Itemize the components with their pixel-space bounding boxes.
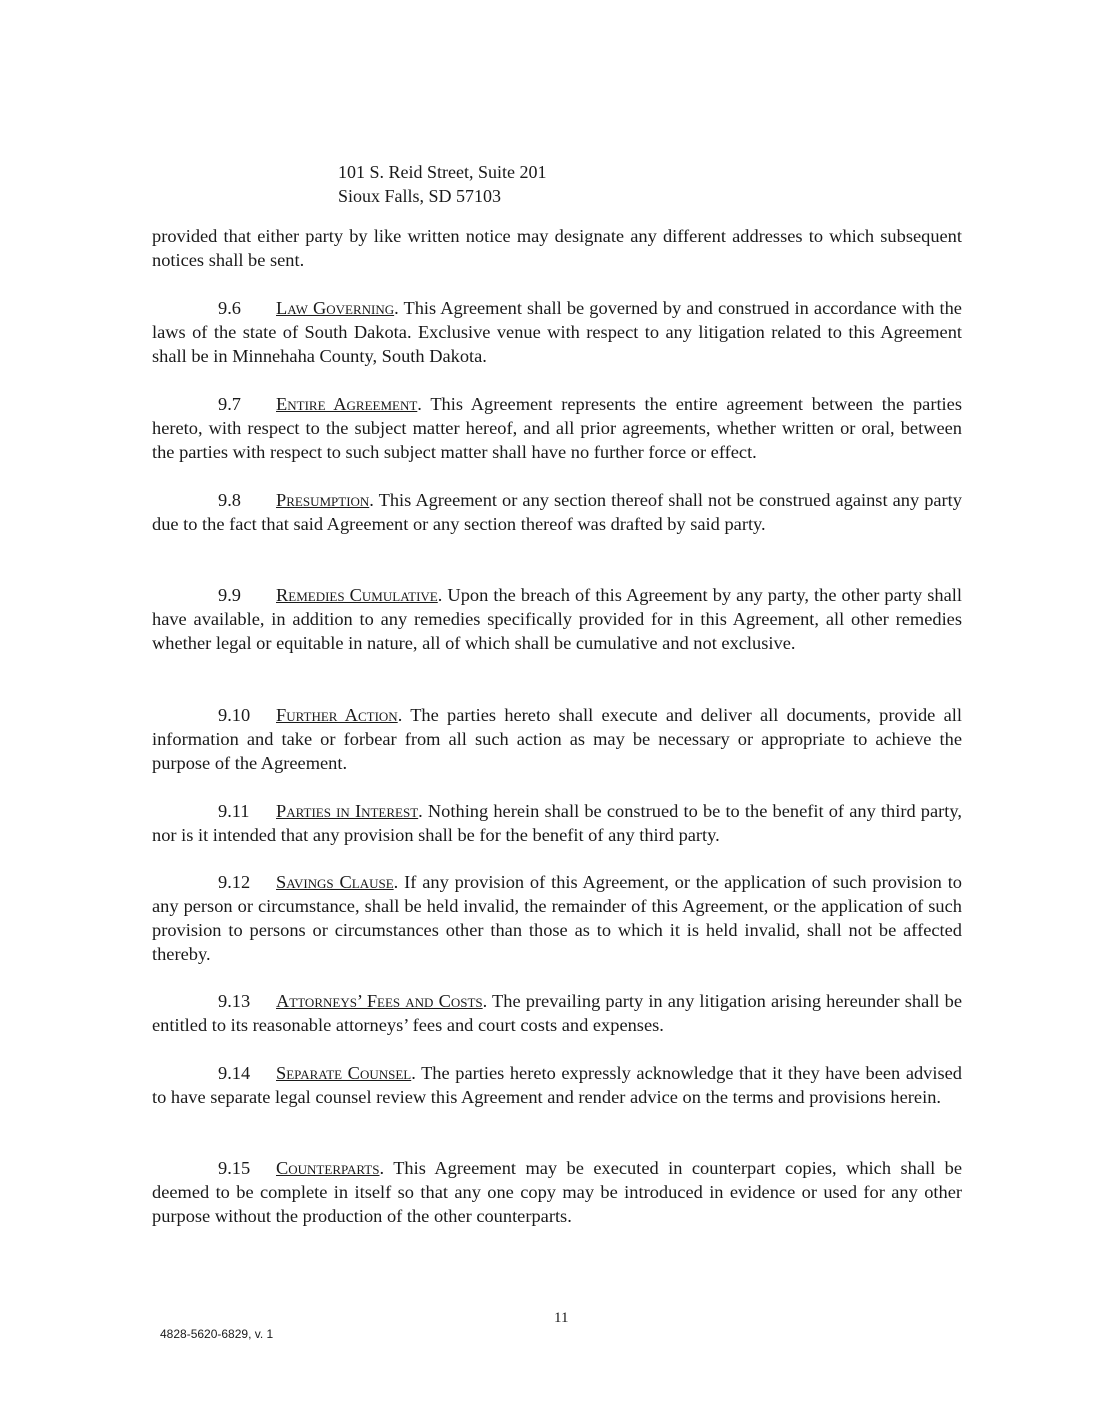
section-9-6: 9.6 Law Governing. This Agreement shall be governed by and construed in accordance with the laws of the state of South Dakota. Exclusive venue with respect to any litigation related to this Agreement shall be in Minnehaha County, South Dakota. [152,298,962,366]
section-number: 9.15 [218,1158,251,1178]
section-heading: Counterparts [276,1158,380,1178]
section-number: 9.10 [218,705,251,725]
section-text: This Agreement represents the entire agreement between the parties hereto, with respect to the subject matter hereof, and all prior agreements, whether written or oral, between the parties with respect to such subject matter shall have no further force or effect. [152,394,962,462]
page-number: 11 [554,1310,569,1326]
section-number: 9.6 [218,298,241,318]
section-9-13: 9.13 Attorneys’ Fees and Costs. The prevailing party in any litigation arising hereunder shall be entitled to its reasonable attorneys’ fees and court costs and expenses. [152,991,962,1035]
section-heading: Separate Counsel [276,1063,412,1083]
section-text: If any provision of this Agreement, or the application of such provision to any person or circumstance, shall be held invalid, the remainder of this Agreement, or the application of such provision to persons or circumstances other than those as to which it is held invalid, shall not be affected thereby. [152,872,962,964]
section-heading: Law Governing [276,298,395,318]
section-9-15: 9.15 Counterparts. This Agreement may be executed in counterpart copies, which shall be deemed to be complete in itself so that any one copy may be introduced in evidence or used for any other purpose without the production of the other counterparts. [152,1158,962,1226]
section-text: The parties hereto expressly acknowledge that it they have been advised to have separate legal counsel review this Agreement and render advice on the terms and provisions herein. [152,1063,962,1107]
section-9-12: 9.12 Savings Clause. If any provision of this Agreement, or the application of such provision to any person or circumstance, shall be held invalid, the remainder of this Agreement, or the application of such provision to persons or circumstances other than those as to which it is held invalid, shall not be affected thereby. [152,872,962,964]
section-heading: Parties in Interest [276,801,419,821]
section-text: The prevailing party in any litigation arising hereunder shall be entitled to its reasonable attorneys’ fees and court costs and expenses. [152,991,962,1035]
section-9-14: 9.14 Separate Counsel. The parties hereto expressly acknowledge that it they have been advised to have separate legal counsel review this Agreement and render advice on the terms and provisions herein. [152,1063,962,1107]
section-number: 9.11 [218,801,250,821]
section-9-10: 9.10 Further Action. The parties hereto shall execute and deliver all documents, provide all information and take or forbear from all such action as may be necessary or appropriate to achieve the purpose of the Agreement. [152,705,962,773]
section-heading: Savings Clause [276,872,394,892]
section-heading: Entire Agreement [276,394,418,414]
section-9-8: 9.8 Presumption. This Agreement or any section thereof shall not be construed against any party due to the fact that said Agreement or any section thereof was drafted by said party. [152,490,962,534]
section-number: 9.12 [218,872,251,892]
section-heading: Presumption [276,490,370,510]
section-number: 9.7 [218,394,241,414]
section-9-7: 9.7 Entire Agreement. This Agreement represents the entire agreement between the parties hereto, with respect to the subject matter hereof, and all prior agreements, whether written or oral, between the parties with respect to such subject matter shall have no further force or effect. [152,394,962,462]
section-text: Nothing herein shall be construed to be to the benefit of any third party, nor is it intended that any provision shall be for the benefit of any third party. [152,801,962,845]
section-number: 9.13 [218,991,251,1011]
section-9-9: 9.9 Remedies Cumulative. Upon the breach of this Agreement by any party, the other party shall have available, in addition to any remedies specifically provided for in this Agreement, all other remedies whether legal or equitable in nature, all of which shall be cumulative and not exclusive. [152,585,962,653]
section-text: Upon the breach of this Agreement by any party, the other party shall have available, in addition to any remedies specifically provided for in this Agreement, all other remedies whether legal or equitable in nature, all of which shall be cumulative and not exclusive. [152,585,962,653]
document-id: 4828-5620-6829, v. 1 [160,1327,274,1341]
section-text: This Agreement may be executed in counterpart copies, which shall be deemed to be complete in itself so that any one copy may be introduced in evidence or used for any other purpose without the production of the other counterparts. [152,1158,962,1226]
section-text: This Agreement or any section thereof shall not be construed against any party due to the fact that said Agreement or any section thereof was drafted by said party. [152,490,962,534]
section-number: 9.9 [218,585,241,605]
section-heading: Remedies Cumulative [276,585,438,605]
section-heading: Attorneys’ Fees and Costs [276,991,483,1011]
address-line-2: Sioux Falls, SD 57103 [338,186,502,206]
section-number: 9.8 [218,490,241,510]
address-block [338,160,547,208]
section-9-11: 9.11 Parties in Interest. Nothing herein shall be construed to be to the benefit of any third party, nor is it intended that any provision shall be for the benefit of any third party. [152,801,962,845]
section-text: The parties hereto shall execute and deliver all documents, provide all information and take or forbear from all such action as may be necessary or appropriate to achieve the purpose of the Agreement. [152,705,962,773]
address-line-1: 101 S. Reid Street, Suite 201 [338,162,547,182]
section-number: 9.14 [218,1063,251,1083]
intro-paragraph [152,224,962,272]
intro-text: provided that either party by like written notice may designate any different addresses to which subsequent notices shall be sent. [152,226,962,270]
section-text: This Agreement shall be governed by and construed in accordance with the laws of the state of South Dakota. Exclusive venue with respect to any litigation related to this Agreement shall be in Minnehaha County, South Dakota. [152,298,962,366]
section-heading: Further Action [276,705,398,725]
